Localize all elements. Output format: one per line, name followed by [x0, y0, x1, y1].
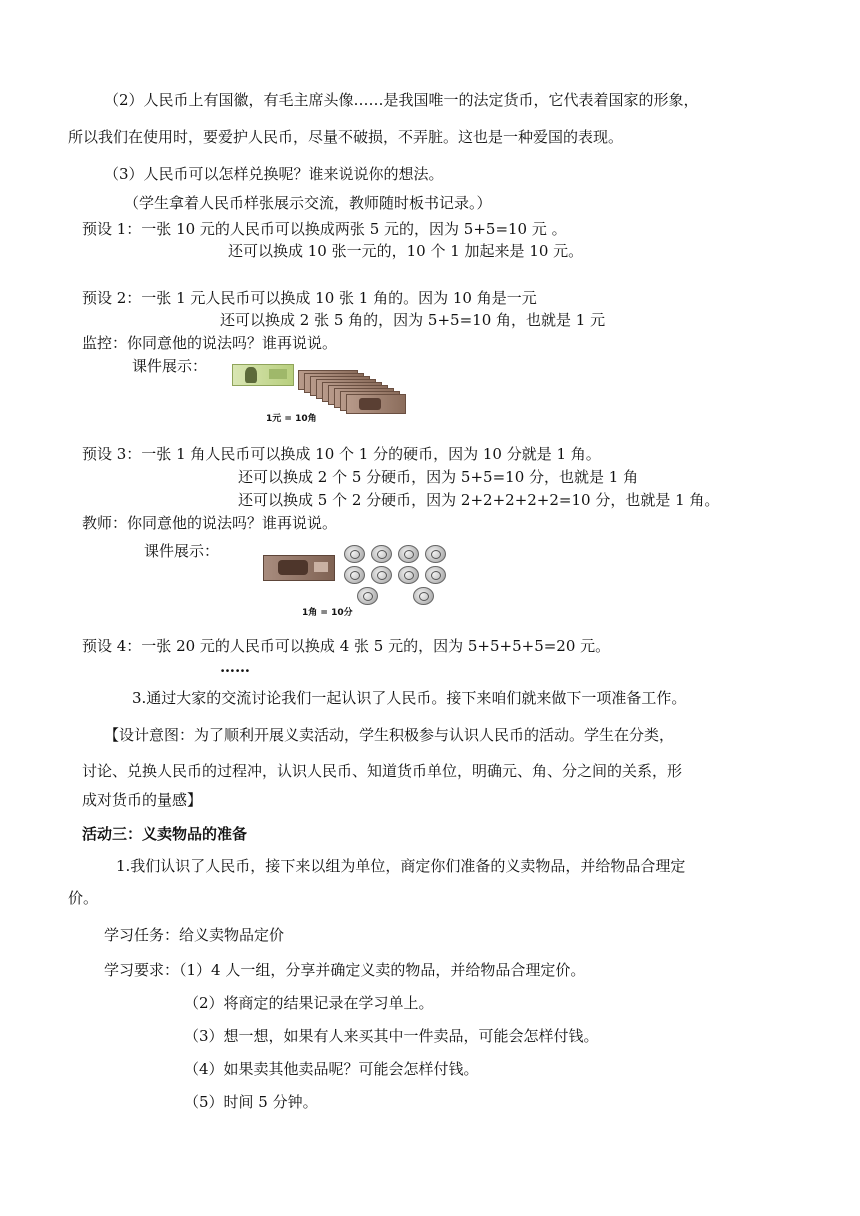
caption-yuan-jiao: 1元 = 10角 — [266, 414, 317, 424]
preset-2-line-1: 预设 2：一张 1 元人民币可以换成 10 张 1 角的。因为 10 角是一元 — [82, 289, 537, 307]
paragraph-3: （3）人民币可以怎样兑换呢？谁来说说你的想法。 — [104, 165, 444, 183]
one-yuan-note-icon — [232, 364, 294, 386]
monitor-question: 监控：你同意他的说法吗？谁再说说。 — [82, 334, 338, 352]
one-fen-coin-icon — [344, 566, 365, 584]
paragraph-3-note: （学生拿着人民币样张展示交流，教师随时板书记录。） — [124, 194, 492, 212]
preset-1-line-2: 还可以换成 10 张一元的，10 个 1 加起来是 10 元。 — [228, 242, 584, 260]
one-fen-coin-icon — [344, 545, 365, 563]
preset-3-line-3: 还可以换成 5 个 2 分硬币，因为 2+2+2+2+2=10 分，也就是 1 角。 — [238, 491, 720, 509]
one-fen-coin-icon — [371, 545, 392, 563]
one-fen-coin-icon — [425, 566, 446, 584]
courseware-label-1: 课件展示： — [132, 357, 208, 375]
caption-jiao-fen: 1角 = 10分 — [302, 608, 353, 618]
one-jiao-note-icon — [346, 394, 406, 414]
learning-task: 学习任务：给义卖物品定价 — [104, 926, 285, 944]
requirement-4: （4）如果卖其他卖品呢？可能会怎样付钱。 — [184, 1060, 479, 1078]
design-intent-line-2: 讨论、兑换人民币的过程冲，认识人民币、知道货币单位，明确元、角、分之间的关系，形 — [82, 762, 683, 780]
teacher-question: 教师：你同意他的说法吗？谁再说说。 — [82, 514, 338, 532]
one-fen-coin-icon — [357, 587, 378, 605]
ellipsis: …… — [220, 658, 250, 676]
paragraph-2-line-1: （2）人民币上有国徽，有毛主席头像……是我国唯一的法定货币，它代表着国家的形象， — [104, 91, 699, 109]
preset-4: 预设 4：一张 20 元的人民币可以换成 4 张 5 元的，因为 5+5+5+5=20 元。 — [82, 637, 611, 655]
courseware-label-2: 课件展示： — [144, 542, 220, 560]
activity-3-step-1-line-1: 1.我们认识了人民币，接下来以组为单位，商定你们准备的义卖物品，并给物品合理定 — [116, 857, 686, 875]
requirement-5: （5）时间 5 分钟。 — [184, 1093, 318, 1111]
preset-2-line-2: 还可以换成 2 张 5 角的，因为 5+5=10 角，也就是 1 元 — [220, 311, 606, 329]
one-fen-coin-icon — [398, 545, 419, 563]
activity-3-step-1-line-2: 价。 — [68, 889, 99, 907]
design-intent-line-1: 【设计意图：为了顺利开展义卖活动，学生积极参与认识人民币的活动。学生在分类， — [104, 726, 675, 744]
one-fen-coin-icon — [398, 566, 419, 584]
design-intent-line-3: 成对货币的量感】 — [82, 791, 203, 809]
requirement-1: 学习要求：（1）4 人一组，分享并确定义卖的物品，并给物品合理定价。 — [104, 961, 586, 979]
activity-3-title: 活动三：义卖物品的准备 — [82, 825, 248, 843]
preset-3-line-2: 还可以换成 2 个 5 分硬币，因为 5+5=10 分，也就是 1 角 — [238, 468, 639, 486]
paragraph-2-line-2: 所以我们在使用时，要爱护人民币，尽量不破损，不弄脏。这也是一种爱国的表现。 — [68, 128, 624, 146]
one-fen-coin-icon — [425, 545, 446, 563]
preset-3-line-1: 预设 3：一张 1 角人民币可以换成 10 个 1 分的硬币，因为 10 分就是 1 角。 — [82, 445, 601, 463]
step-3: 3.通过大家的交流讨论我们一起认识了人民币。接下来咱们就来做下一项准备工作。 — [132, 689, 687, 707]
requirement-3: （3）想一想，如果有人来买其中一件卖品，可能会怎样付钱。 — [184, 1027, 599, 1045]
one-fen-coin-icon — [371, 566, 392, 584]
preset-1-line-1: 预设 1：一张 10 元的人民币可以换成两张 5 元的，因为 5+5=10 元 。 — [82, 220, 567, 238]
one-jiao-note-icon — [263, 555, 335, 581]
requirement-2: （2）将商定的结果记录在学习单上。 — [184, 994, 434, 1012]
one-fen-coin-icon — [413, 587, 434, 605]
